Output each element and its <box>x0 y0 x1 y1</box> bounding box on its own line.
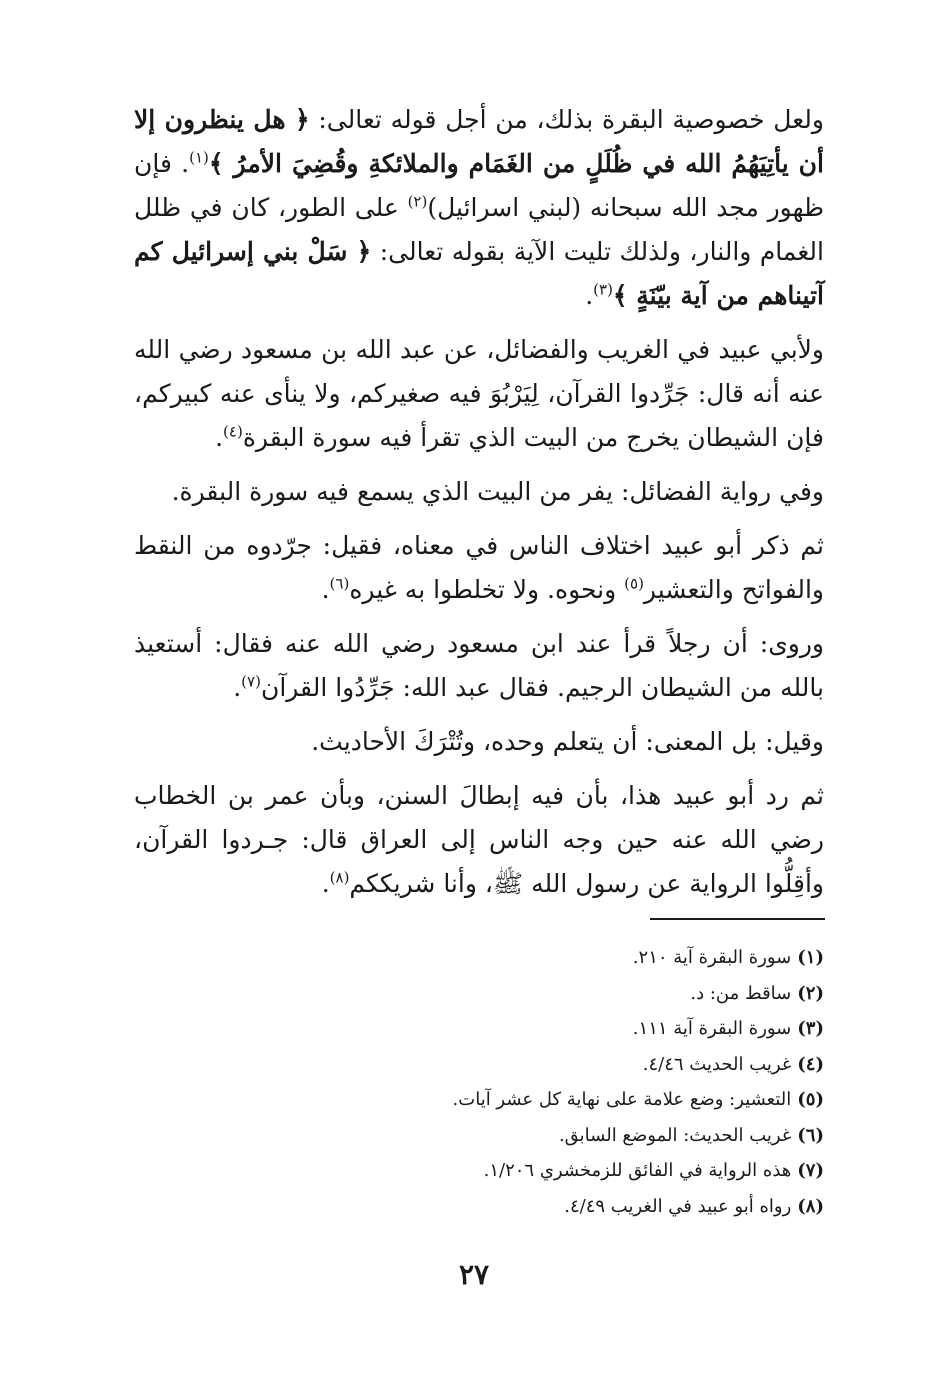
quran-quote: ﴿ سَلْ بني إسرائيل كم آتيناهم من آية بيّنَةٍ ﴾ <box>134 237 824 310</box>
text-run: ولعل خصوصية البقرة بذلك، من أجل قوله تعالى: <box>309 105 824 134</box>
footnote-text: غريب الحديث: الموضع السابق. <box>558 1124 792 1146</box>
footnote-reference: (٨) <box>329 868 350 887</box>
footnote-reference: (٧) <box>241 672 261 691</box>
footnote-item <box>300 1189 824 1225</box>
footnote-reference: (٣) <box>593 280 613 299</box>
text-run: وقيل: بل المعنى: أن يتعلم وحده، وتُتْرَكَ الأحاديث. <box>311 727 824 756</box>
text-run: على الطور، كان في ظلل الغمام والنار، ولذلك تليت الآية بقوله تعالى: <box>134 193 824 266</box>
paragraph <box>134 774 824 906</box>
text-run: . <box>585 281 594 310</box>
footnote-number: (٧) <box>797 1160 824 1181</box>
footnote-number: (١) <box>797 947 824 968</box>
footnote-reference: (١) <box>189 148 209 167</box>
text-run: . <box>321 869 330 898</box>
text-run: . فإن ظهور مجد الله سبحانه (لبني اسرائيل) <box>134 149 824 222</box>
footnote-number: (٦) <box>797 1124 824 1146</box>
paragraph <box>134 524 824 612</box>
footnote-number: (٥) <box>797 1089 824 1110</box>
footnote-text: هذه الرواية في الفائق للزمخشري ١/٢٠٦. <box>483 1160 792 1181</box>
text-run: ثم ذكر أبو عبيد اختلاف الناس في معناه، فقيل: جرّدوه من النقط والفواتح والتعشير <box>134 531 824 604</box>
footnote-number: (٢) <box>797 982 824 1004</box>
footnote-item <box>300 1011 824 1047</box>
footnote-reference: (٤) <box>223 422 243 441</box>
footnote-text: التعشير: وضع علامة على نهاية كل عشر آيات. <box>452 1089 792 1110</box>
paragraph <box>134 328 824 460</box>
footnote-item <box>300 940 824 976</box>
main-text <box>134 98 824 916</box>
quran-quote: ﴿ هل ينظرون إلا أن يأتِيَهُمُ الله في ظُلَلٍ من الغَمَام والملائكةِ وقُضِيَ الأمرُ ﴾ <box>134 105 824 178</box>
footnote-item <box>300 976 824 1012</box>
footnote-number: (٨) <box>797 1195 824 1217</box>
text-run: . <box>233 673 242 702</box>
footnote-reference: (٦) <box>329 574 350 593</box>
text-run: وفي رواية الفضائل: يفر من البيت الذي يسمع فيه سورة البقرة. <box>171 477 824 506</box>
text-run: . <box>321 575 330 604</box>
footnote-text: غريب الحديث ٤/٤٦. <box>642 1053 792 1075</box>
text-run: وروى: أن رجلاً قرأ عند ابن مسعود رضي الله عنه فقال: أستعيذ بالله من الشيطان الرجيم. فقال عبد الله: جَرِّدُوا القرآن <box>134 629 824 702</box>
footnote-item <box>300 1047 824 1083</box>
text-run: ولأبي عبيد في الغريب والفضائل، عن عبد الله بن مسعود رضي الله عنه أنه قال: جَرِّدوا القرآن، لِيَرْبُوَ فيه صغيركم، ولا ينأى عنه كبيركم، فإن الشيطان يخرج من البيت الذي تقرأ فيه سورة البقرة <box>134 335 824 452</box>
paragraph <box>134 720 824 764</box>
footnote-number: (٣) <box>797 1018 824 1039</box>
footnote-divider <box>650 918 825 920</box>
footnote-text: سورة البقرة آية ٢١٠. <box>632 947 792 968</box>
paragraph <box>134 622 824 710</box>
footnote-text: رواه أبو عبيد في الغريب ٤/٤٩. <box>564 1195 792 1217</box>
paragraph <box>134 98 824 318</box>
footnote-text: ساقط من: د. <box>690 982 792 1004</box>
footnote-item <box>300 1153 824 1189</box>
footnote-reference: (٥) <box>624 574 644 593</box>
text-run: . <box>215 423 224 452</box>
footnote-number: (٤) <box>797 1053 824 1075</box>
paragraph <box>134 470 824 514</box>
footnote-item <box>300 1118 824 1154</box>
footnote-item <box>300 1082 824 1118</box>
footnotes <box>300 940 824 1224</box>
text-run: ثم رد أبو عبيد هذا، بأن فيه إبطالَ السنن، وبأن عمر بن الخطاب رضي الله عنه حين وجه الناس إلى العراق قال: جـردوا القرآن، وأقِلُّوا الرواية عن رسول الله ﷺ، وأنا شريككم <box>134 781 824 898</box>
page-number: ٢٧ <box>458 1258 490 1291</box>
text-run: ونحوه. ولا تخلطوا به غيره <box>349 575 625 604</box>
footnote-reference: (٢) <box>407 192 428 211</box>
footnote-text: سورة البقرة آية ١١١. <box>632 1018 792 1039</box>
